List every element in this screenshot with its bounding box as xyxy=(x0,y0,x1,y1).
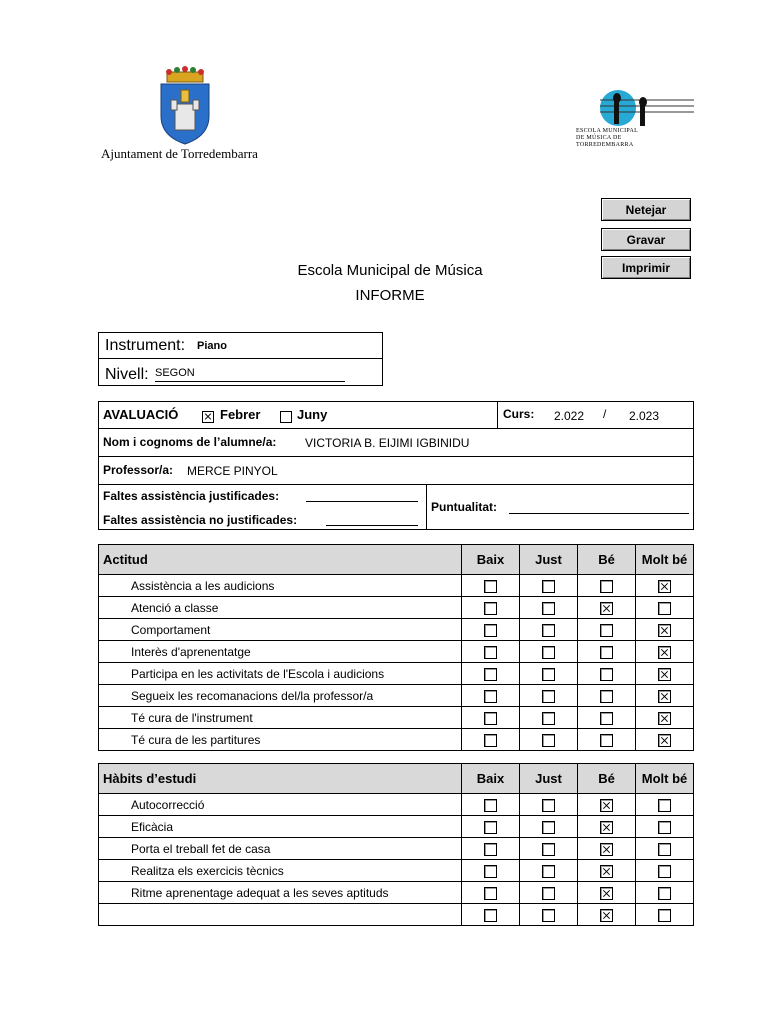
report-title: INFORME xyxy=(355,287,425,304)
unjustified-absences-label: Faltes assistència no justificades: xyxy=(103,513,298,527)
june-checkbox[interactable] xyxy=(280,408,292,426)
rating-checkbox[interactable] xyxy=(658,821,671,834)
evaluation-label: AVALUACIÓ xyxy=(103,407,179,422)
rating-checkbox[interactable] xyxy=(658,668,671,681)
row-label: Autocorrecció xyxy=(99,794,462,816)
rating-checkbox[interactable] xyxy=(542,887,555,900)
rating-checkbox[interactable] xyxy=(484,712,497,725)
rating-cell xyxy=(520,707,578,729)
rating-cell xyxy=(462,663,520,685)
rating-cell xyxy=(520,904,578,926)
row-label: Realitza els exercicis tècnics xyxy=(99,860,462,882)
rating-cell xyxy=(520,597,578,619)
rating-cell xyxy=(462,619,520,641)
level-label: Nivell: xyxy=(105,366,149,383)
rating-checkbox[interactable] xyxy=(600,580,613,593)
feb-label: Febrer xyxy=(220,407,261,422)
row-label: Té cura de l'instrument xyxy=(99,707,462,729)
table-row xyxy=(99,904,694,926)
row-label: Segueix les recomanacions del/la professor/a xyxy=(99,685,462,707)
rating-checkbox[interactable] xyxy=(484,646,497,659)
rating-checkbox[interactable] xyxy=(484,690,497,703)
rating-checkbox[interactable] xyxy=(600,865,613,878)
rating-cell xyxy=(578,663,636,685)
rating-checkbox[interactable] xyxy=(484,624,497,637)
school-logo-caption-3: TORREDEMBARRA xyxy=(576,142,634,148)
teacher-value[interactable]: MERCE PINYOL xyxy=(187,464,278,478)
rating-checkbox[interactable] xyxy=(484,799,497,812)
rating-cell xyxy=(462,597,520,619)
rating-checkbox[interactable] xyxy=(600,799,613,812)
rating-checkbox[interactable] xyxy=(600,843,613,856)
rating-cell xyxy=(520,794,578,816)
rating-cell xyxy=(462,707,520,729)
rating-checkbox[interactable] xyxy=(600,821,613,834)
rating-cell xyxy=(578,575,636,597)
rating-cell xyxy=(462,904,520,926)
evaluation-box xyxy=(98,401,694,530)
rating-cell xyxy=(462,575,520,597)
rating-cell xyxy=(520,816,578,838)
rating-cell xyxy=(578,619,636,641)
habits-header: Hàbits d’estudi xyxy=(99,764,462,794)
rating-checkbox[interactable] xyxy=(658,602,671,615)
rating-cell xyxy=(636,860,694,882)
rating-cell xyxy=(520,685,578,707)
feb-checkbox[interactable] xyxy=(202,408,214,426)
rating-cell xyxy=(520,729,578,751)
teacher-label: Professor/a: xyxy=(103,463,174,477)
rating-checkbox[interactable] xyxy=(542,602,555,615)
clear-button[interactable]: Netejar xyxy=(601,198,691,221)
level-value[interactable]: SEGON xyxy=(155,367,345,382)
rating-cell xyxy=(636,816,694,838)
rating-cell xyxy=(636,575,694,597)
rating-cell xyxy=(520,838,578,860)
row-label xyxy=(99,904,462,926)
row-label: Interès d'aprenentatge xyxy=(99,641,462,663)
col-just: Just xyxy=(520,545,578,575)
rating-cell xyxy=(520,641,578,663)
print-button[interactable]: Imprimir xyxy=(601,256,691,279)
rating-checkbox[interactable] xyxy=(600,690,613,703)
ajuntament-logo xyxy=(95,66,275,166)
rating-checkbox[interactable] xyxy=(658,909,671,922)
rating-checkbox[interactable] xyxy=(658,799,671,812)
rating-checkbox[interactable] xyxy=(600,602,613,615)
rating-checkbox[interactable] xyxy=(600,734,613,747)
table-row xyxy=(99,707,694,729)
instrument-box xyxy=(98,332,383,386)
row-label: Comportament xyxy=(99,619,462,641)
rating-checkbox[interactable] xyxy=(658,865,671,878)
col-be: Bé xyxy=(578,545,636,575)
school-title: Escola Municipal de Música xyxy=(297,262,483,279)
rating-checkbox[interactable] xyxy=(600,909,613,922)
row-label: Participa en les activitats de l'Escola i audicions xyxy=(99,663,462,685)
rating-checkbox[interactable] xyxy=(658,887,671,900)
music-notes-icon xyxy=(570,88,700,130)
rating-checkbox[interactable] xyxy=(658,734,671,747)
rating-cell xyxy=(578,707,636,729)
rating-cell xyxy=(462,816,520,838)
rating-checkbox[interactable] xyxy=(658,712,671,725)
rating-checkbox[interactable] xyxy=(600,624,613,637)
rating-cell xyxy=(462,860,520,882)
col-molt-be: Molt bé xyxy=(636,764,694,794)
student-value[interactable]: VICTORIA B. EIJIMI IGBINIDU xyxy=(305,436,470,450)
rating-cell xyxy=(636,663,694,685)
student-label: Nom i cognoms de l’alumne/a: xyxy=(103,435,277,449)
rating-cell xyxy=(520,860,578,882)
rating-cell xyxy=(578,904,636,926)
row-label: Porta el treball fet de casa xyxy=(99,838,462,860)
rating-checkbox[interactable] xyxy=(658,690,671,703)
rating-cell xyxy=(578,729,636,751)
rating-checkbox[interactable] xyxy=(484,865,497,878)
table-row xyxy=(99,641,694,663)
table-row xyxy=(99,816,694,838)
rating-cell xyxy=(636,641,694,663)
rating-checkbox[interactable] xyxy=(542,843,555,856)
rating-checkbox[interactable] xyxy=(600,668,613,681)
table-row xyxy=(99,860,694,882)
punctuality-label: Puntualitat: xyxy=(431,500,497,514)
instrument-label: Instrument: xyxy=(105,337,186,354)
rating-cell xyxy=(462,641,520,663)
justified-absences-label: Faltes assistència justificades: xyxy=(103,489,280,503)
rating-cell xyxy=(636,904,694,926)
attitude-header: Actitud xyxy=(99,545,462,575)
course-year-start[interactable]: 2.022 xyxy=(554,409,585,423)
rating-checkbox[interactable] xyxy=(542,799,555,812)
rating-checkbox[interactable] xyxy=(484,887,497,900)
rating-cell xyxy=(578,838,636,860)
rating-checkbox[interactable] xyxy=(542,734,555,747)
coat-of-arms-icon xyxy=(95,66,275,146)
habits-table xyxy=(98,763,694,926)
rating-cell xyxy=(636,619,694,641)
rating-cell xyxy=(636,838,694,860)
rating-cell xyxy=(636,707,694,729)
rating-checkbox[interactable] xyxy=(658,646,671,659)
rating-cell xyxy=(636,882,694,904)
rating-checkbox[interactable] xyxy=(600,712,613,725)
table-row xyxy=(99,663,694,685)
rating-checkbox[interactable] xyxy=(542,712,555,725)
rating-checkbox[interactable] xyxy=(542,646,555,659)
rating-cell xyxy=(520,619,578,641)
rating-checkbox[interactable] xyxy=(484,734,497,747)
course-separator: / xyxy=(603,407,607,421)
rating-checkbox[interactable] xyxy=(542,690,555,703)
rating-checkbox[interactable] xyxy=(542,624,555,637)
col-baix: Baix xyxy=(462,545,520,575)
course-year-end[interactable]: 2.023 xyxy=(629,409,660,423)
table-row xyxy=(99,838,694,860)
rating-checkbox[interactable] xyxy=(484,580,497,593)
rating-cell xyxy=(520,575,578,597)
instrument-value[interactable]: Piano xyxy=(197,340,227,352)
music-school-logo xyxy=(570,88,700,158)
rating-checkbox[interactable] xyxy=(542,668,555,681)
course-label: Curs: xyxy=(503,407,535,421)
rating-checkbox[interactable] xyxy=(542,580,555,593)
rating-checkbox[interactable] xyxy=(542,909,555,922)
save-button[interactable]: Gravar xyxy=(601,228,691,251)
school-logo-caption-2: DE MÚSICA DE xyxy=(576,135,622,141)
punctuality-field[interactable] xyxy=(509,513,689,514)
rating-checkbox[interactable] xyxy=(600,646,613,659)
rating-cell xyxy=(578,816,636,838)
table-row xyxy=(99,685,694,707)
rating-cell xyxy=(462,685,520,707)
row-label: Assistència a les audicions xyxy=(99,575,462,597)
rating-checkbox[interactable] xyxy=(658,580,671,593)
rating-cell xyxy=(578,860,636,882)
row-label: Atenció a classe xyxy=(99,597,462,619)
ajuntament-caption: Ajuntament de Torredembarra xyxy=(101,146,258,161)
rating-cell xyxy=(636,729,694,751)
table-row xyxy=(99,729,694,751)
rating-checkbox[interactable] xyxy=(484,602,497,615)
col-molt-be: Molt bé xyxy=(636,545,694,575)
rating-cell xyxy=(520,663,578,685)
rating-cell xyxy=(636,794,694,816)
rating-checkbox[interactable] xyxy=(658,624,671,637)
rating-cell xyxy=(520,882,578,904)
rating-checkbox[interactable] xyxy=(484,843,497,856)
rating-cell xyxy=(578,882,636,904)
row-label: Té cura de les partitures xyxy=(99,729,462,751)
rating-cell xyxy=(578,794,636,816)
rating-cell xyxy=(578,597,636,619)
col-just: Just xyxy=(520,764,578,794)
rating-checkbox[interactable] xyxy=(542,821,555,834)
rating-checkbox[interactable] xyxy=(484,821,497,834)
table-row xyxy=(99,619,694,641)
table-row xyxy=(99,794,694,816)
rating-cell xyxy=(462,729,520,751)
row-label: Ritme aprenentage adequat a les seves aptituds xyxy=(99,882,462,904)
col-be: Bé xyxy=(578,764,636,794)
rating-checkbox[interactable] xyxy=(658,843,671,856)
rating-checkbox[interactable] xyxy=(484,909,497,922)
rating-cell xyxy=(462,882,520,904)
table-row xyxy=(99,575,694,597)
table-row xyxy=(99,597,694,619)
table-row xyxy=(99,882,694,904)
unjustified-absences-field[interactable] xyxy=(326,525,418,526)
rating-cell xyxy=(462,838,520,860)
rating-checkbox[interactable] xyxy=(484,668,497,681)
rating-cell xyxy=(636,685,694,707)
rating-cell xyxy=(578,685,636,707)
justified-absences-field[interactable] xyxy=(306,501,418,502)
rating-checkbox[interactable] xyxy=(542,865,555,878)
attitude-table xyxy=(98,544,694,751)
row-label: Eficàcia xyxy=(99,816,462,838)
rating-cell xyxy=(636,597,694,619)
school-logo-caption-1: ESCOLA MUNICIPAL xyxy=(576,128,639,134)
rating-cell xyxy=(578,641,636,663)
col-baix: Baix xyxy=(462,764,520,794)
june-label: Juny xyxy=(297,407,328,422)
rating-cell xyxy=(462,794,520,816)
rating-checkbox[interactable] xyxy=(600,887,613,900)
